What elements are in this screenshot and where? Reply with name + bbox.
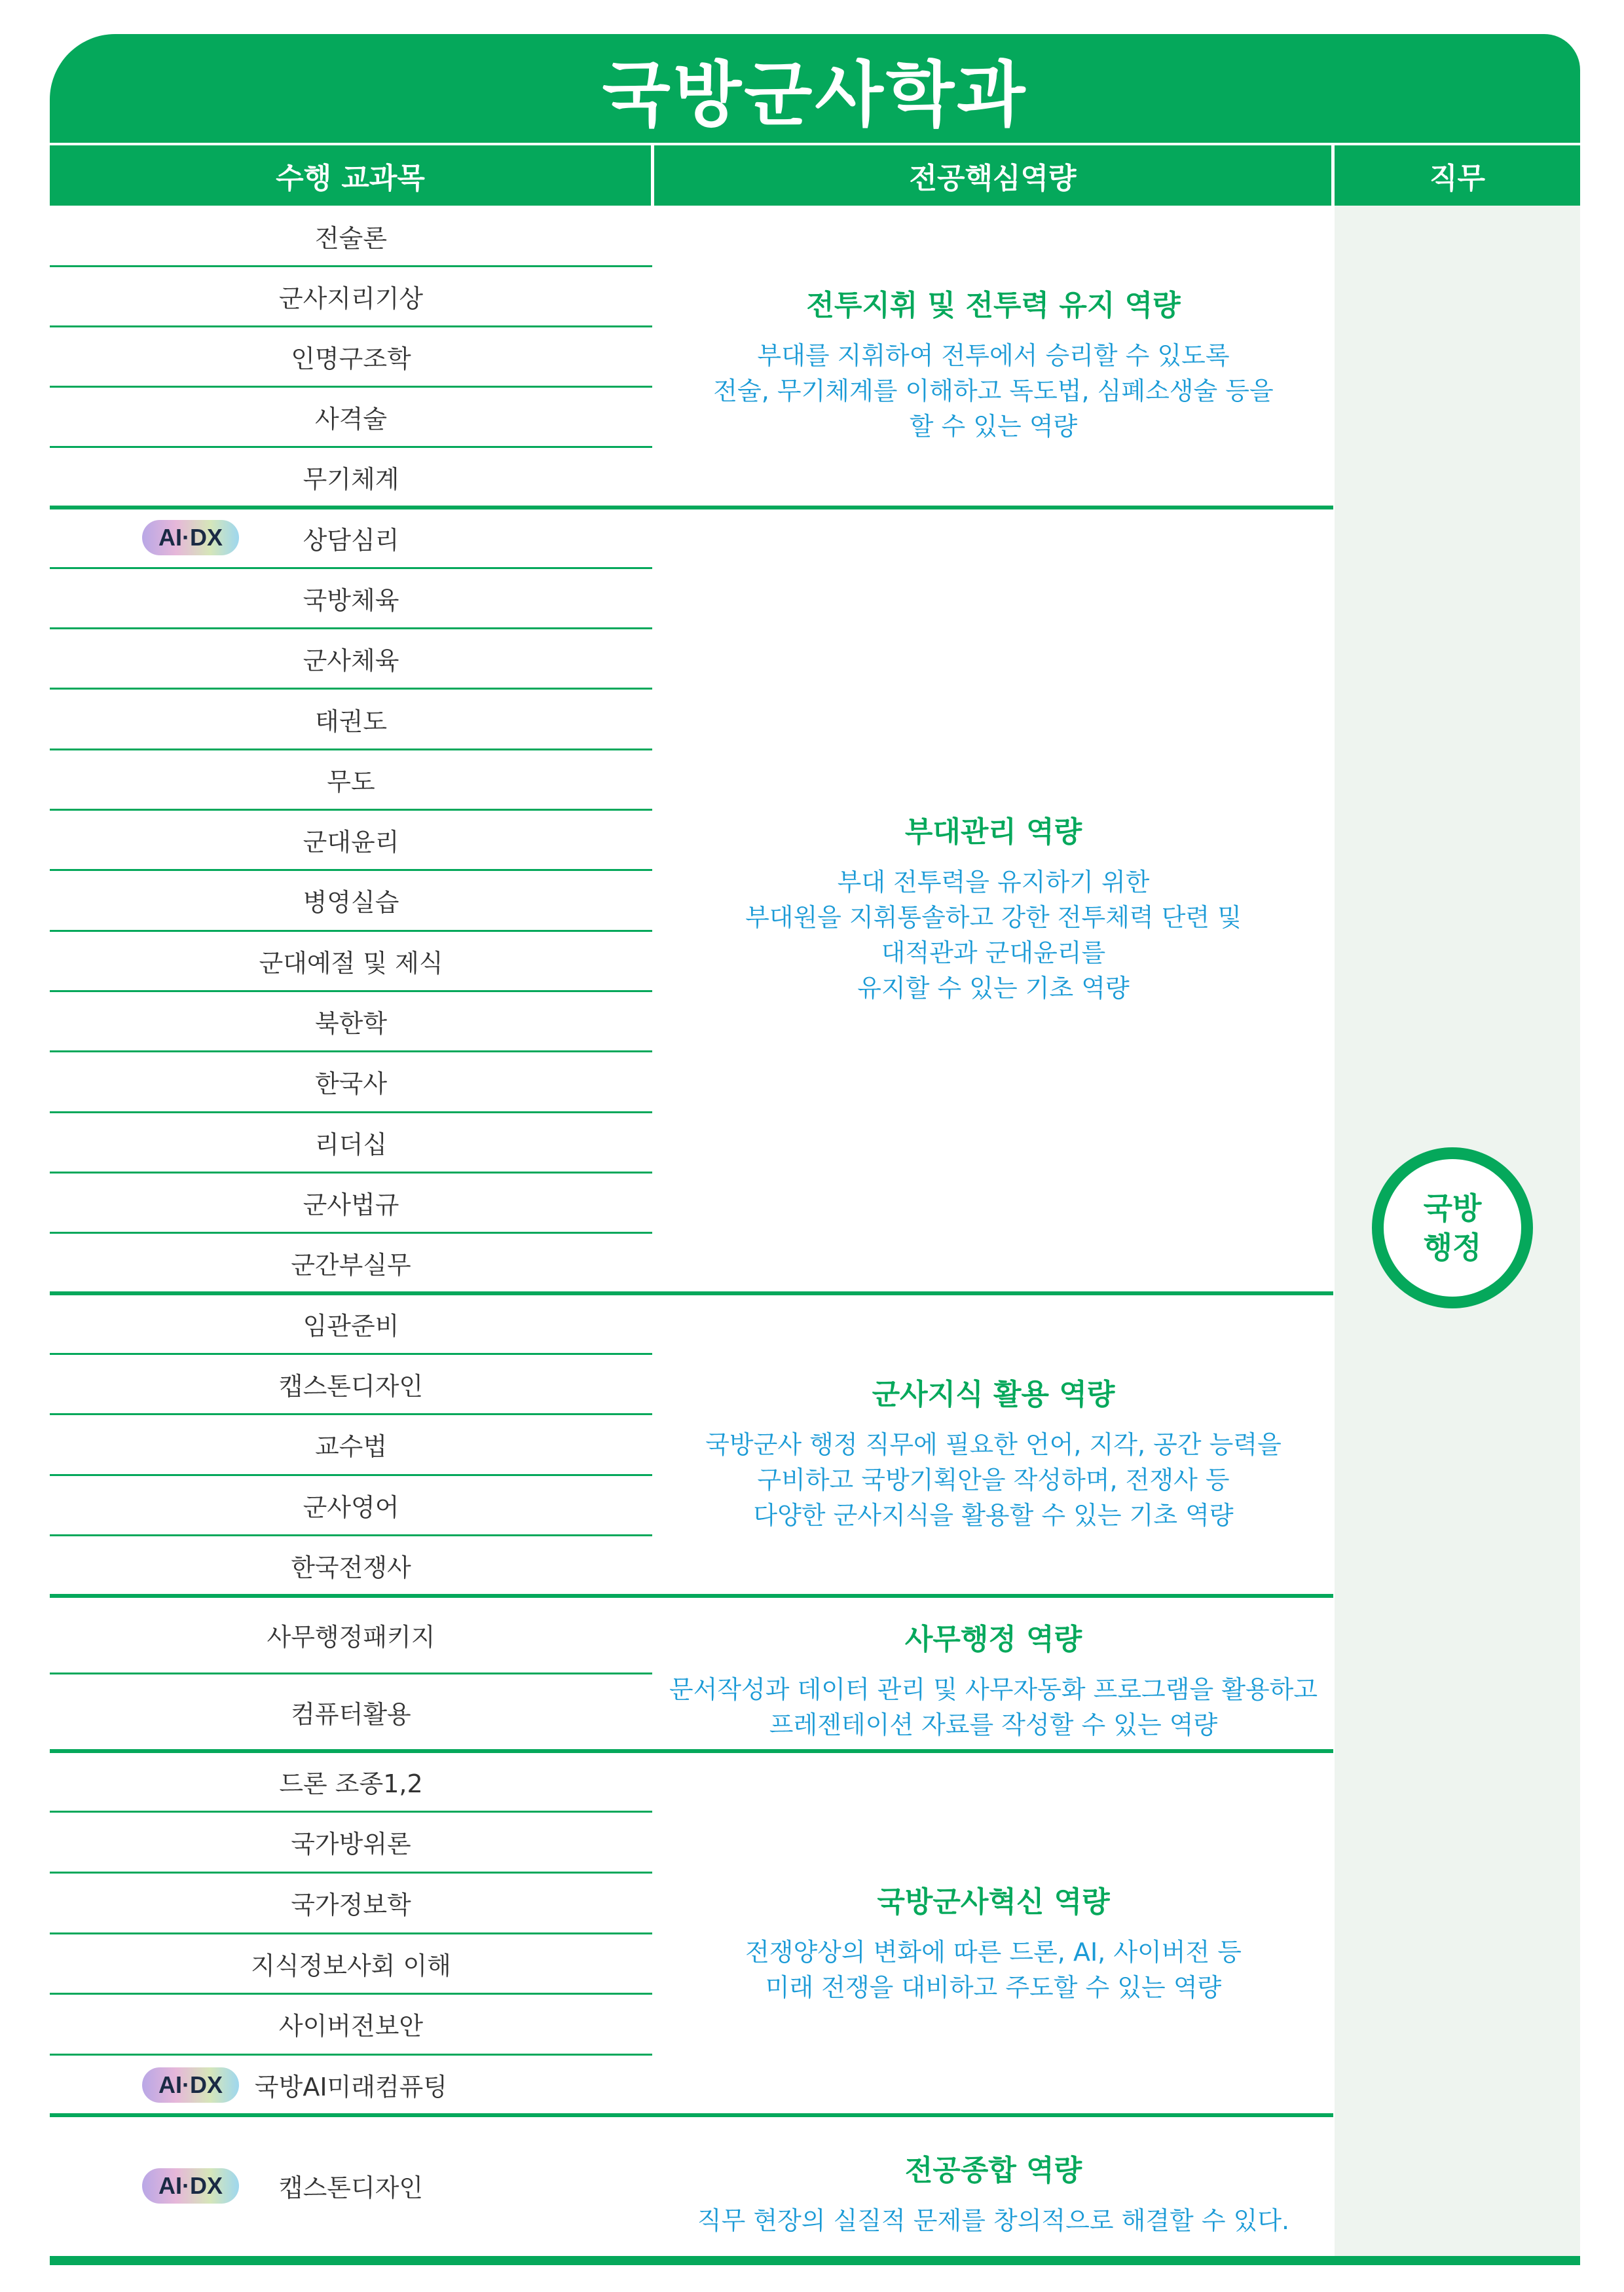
course-row (50, 206, 652, 266)
course-row (50, 568, 652, 628)
course-name: 지식정보사회 이해 (251, 1951, 451, 1980)
course-row (50, 1536, 652, 1596)
course-name: 무도 (327, 767, 375, 796)
course-row (50, 1994, 652, 2055)
course-name: 사이버전보안 (278, 2012, 424, 2041)
competency-description: 구비하고 국방기획안을 작성하며, 전쟁사 등 (757, 1466, 1230, 1494)
course-name: 무기체계 (303, 465, 399, 494)
course-row (50, 810, 652, 870)
competency-description: 다양한 군사지식을 활용할 수 있는 기초 역량 (753, 1501, 1234, 1530)
competency-description: 할 수 있는 역량 (909, 412, 1078, 441)
competency-title: 전공종합 역량 (904, 2154, 1082, 2187)
course-name: 국가방위론 (291, 1830, 411, 1859)
competency-description: 미래 전쟁을 대비하고 주도할 수 있는 역량 (765, 1973, 1222, 2002)
course-name: 사무행정패키지 (267, 1622, 435, 1652)
course-name: 군대윤리 (303, 828, 399, 857)
course-name: 한국전쟁사 (291, 1553, 411, 1583)
competency-block (655, 282, 1332, 444)
course-row (50, 1293, 652, 1354)
course-name: 캡스톤디자인 (278, 2173, 424, 2202)
header-job: 직무 (1335, 145, 1580, 206)
competency-description: 전술, 무기체계를 이해하고 독도법, 심폐소생술 등을 (713, 377, 1274, 405)
ai-dx-badge: AI·DX (142, 520, 239, 555)
course-name: 전술론 (314, 223, 388, 253)
course-row (50, 1933, 652, 1994)
course-row (50, 1172, 652, 1232)
competency-description: 대적관과 군대윤리를 (881, 938, 1106, 967)
course-name: 상담심리 (303, 525, 399, 555)
ai-dx-badge: AI·DX (142, 2168, 239, 2204)
course-row (50, 1872, 652, 1933)
course-name: 국방체육 (303, 585, 399, 615)
course-row (50, 447, 652, 508)
header-courses: 수행 교과목 (50, 145, 651, 206)
course-name: 군사지리기상 (278, 284, 424, 313)
competency-description: 부대원을 지휘통솔하고 강한 전투체력 단련 및 (745, 903, 1242, 932)
course-name: 군사영어 (303, 1492, 399, 1522)
competency-title: 사무행정 역량 (904, 1623, 1082, 1656)
competency-block (655, 1878, 1332, 2005)
course-name: 군사법규 (303, 1191, 399, 1220)
competency-description: 유지할 수 있는 기초 역량 (857, 974, 1130, 1003)
course-row (50, 508, 652, 568)
course-name: 국가정보학 (291, 1891, 411, 1920)
course-name: 한국사 (314, 1069, 388, 1099)
course-name: 북한학 (314, 1009, 388, 1039)
course-name: 사격술 (314, 405, 388, 434)
course-row (50, 1674, 652, 1752)
competency-block (655, 1616, 1332, 1743)
course-row (50, 2115, 652, 2256)
table-header (50, 145, 1580, 206)
course-row (50, 629, 652, 689)
course-name: 군사체육 (303, 646, 399, 676)
competency-description: 프레젠테이션 자료를 작성할 수 있는 역량 (769, 1710, 1218, 1739)
course-row (50, 1812, 652, 1873)
course-row (50, 387, 652, 447)
job-badge (1372, 1147, 1533, 1308)
course-name: 캡스톤디자인 (278, 1372, 424, 1401)
course-name: 국방AI미래컴퓨팅 (254, 2073, 448, 2102)
competency-title: 군사지식 활용 역량 (872, 1378, 1115, 1411)
competency-block (655, 1371, 1332, 1533)
bottom-border (50, 2256, 1580, 2265)
course-name: 리더십 (314, 1130, 388, 1159)
ai-dx-badge: AI·DX (142, 2067, 239, 2103)
course-row (50, 931, 652, 991)
course-row (50, 1596, 652, 1674)
course-row (50, 1112, 652, 1172)
course-row (50, 1475, 652, 1535)
competency-description: 문서작성과 데이터 관리 및 사무자동화 프로그램을 활용하고 (669, 1675, 1318, 1704)
course-name: 인명구조학 (291, 344, 411, 373)
competency-description: 전쟁양상의 변화에 따른 드론, AI, 사이버전 등 (745, 1938, 1242, 1967)
competency-description: 직무 현장의 실질적 문제를 창의적으로 해결할 수 있다. (697, 2206, 1290, 2235)
course-row (50, 870, 652, 931)
course-row (50, 2054, 652, 2115)
course-name: 컴퓨터활용 (291, 1700, 411, 1729)
course-row (50, 1233, 652, 1293)
course-row (50, 266, 652, 326)
competency-title: 국방군사혁신 역량 (877, 1885, 1110, 1919)
course-row (50, 1414, 652, 1475)
course-row (50, 1354, 652, 1414)
course-name: 군대예절 및 제식 (259, 948, 443, 978)
competency-block (655, 808, 1332, 1006)
competency-block (655, 2147, 1332, 2238)
job-label-line2: 행정 (1423, 1230, 1482, 1265)
course-row (50, 991, 652, 1051)
competency-title: 전투지휘 및 전투력 유지 역량 (806, 289, 1181, 322)
course-name: 태권도 (314, 707, 388, 736)
job-label-line1: 국방 (1423, 1191, 1482, 1226)
competency-title: 부대관리 역량 (904, 815, 1082, 849)
course-name: 교수법 (314, 1432, 388, 1462)
course-name: 임관준비 (303, 1311, 399, 1340)
course-name: 병영실습 (303, 888, 399, 917)
course-row (50, 326, 652, 386)
course-row (50, 1052, 652, 1112)
page-title: 국방군사학과 (602, 54, 1028, 136)
course-row (50, 689, 652, 749)
course-row (50, 749, 652, 809)
title-bar (50, 34, 1580, 143)
course-row (50, 1751, 652, 1812)
competency-description: 부대 전투력을 유지하기 위한 (837, 868, 1150, 896)
header-competency: 전공핵심역량 (654, 145, 1331, 206)
competency-description: 국방군사 행정 직무에 필요한 언어, 지각, 공간 능력을 (705, 1430, 1282, 1459)
course-name: 드론 조종1,2 (279, 1769, 423, 1798)
competency-description: 부대를 지휘하여 전투에서 승리할 수 있도록 (757, 341, 1230, 370)
course-name: 군간부실무 (291, 1251, 411, 1280)
